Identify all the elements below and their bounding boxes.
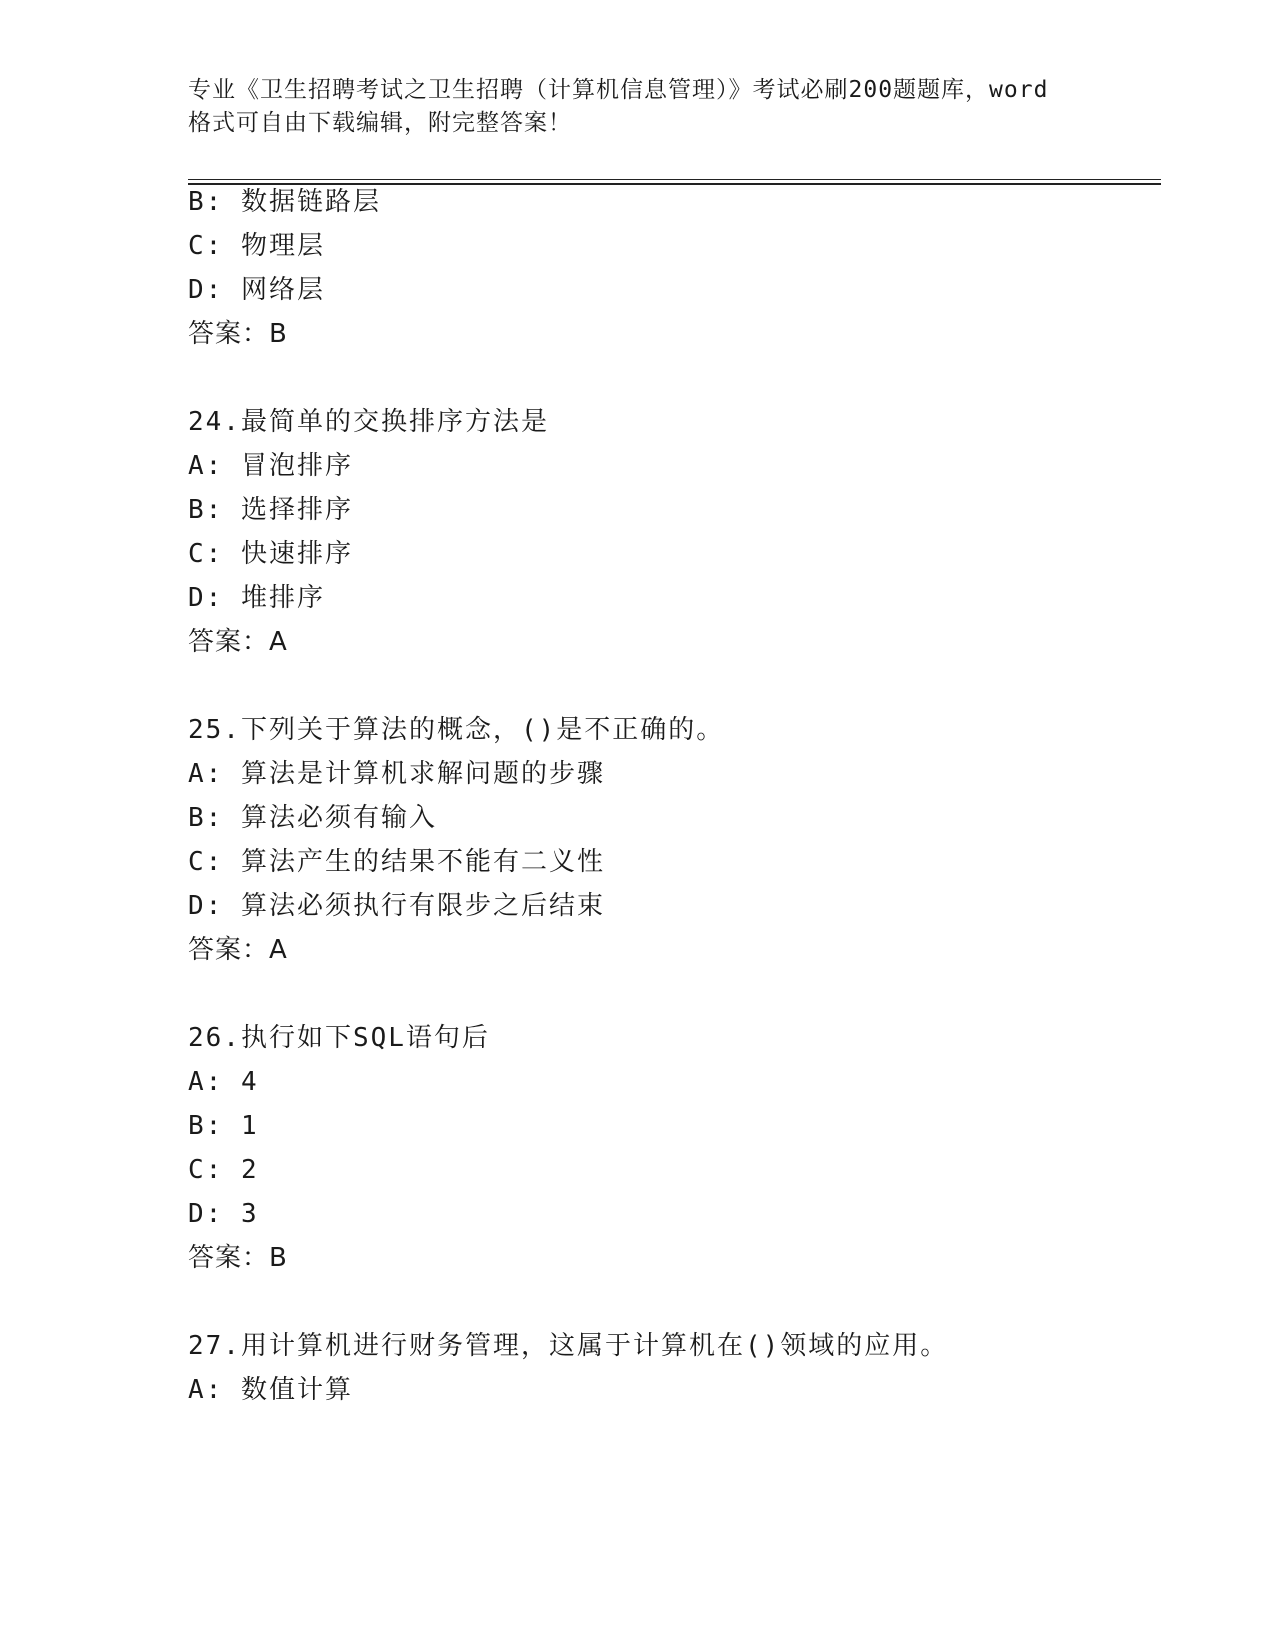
q25-text: 25.下列关于算法的概念，()是不正确的。: [188, 715, 725, 745]
q26-option-c: C: 2: [188, 1155, 259, 1185]
q26-option-d: D: 3: [188, 1199, 259, 1229]
prev-option-d: D: 网络层: [188, 275, 325, 305]
prev-option-c: C: 物理层: [188, 231, 325, 261]
header-line-2: 格式可自由下载编辑，附完整答案！: [188, 110, 572, 136]
q26-answer: 答案：B: [188, 1243, 288, 1273]
q25-option-c: C: 算法产生的结果不能有二义性: [188, 847, 605, 877]
q25-option-a: A: 算法是计算机求解问题的步骤: [188, 759, 605, 789]
q27-option-a: A: 数值计算: [188, 1375, 353, 1405]
q24-answer: 答案：A: [188, 627, 288, 657]
q24-option-c: C: 快速排序: [188, 539, 353, 569]
q24-text: 24.最简单的交换排序方法是: [188, 407, 549, 437]
document-header: [188, 74, 1088, 140]
header-rule-thick: [188, 183, 1161, 185]
prev-option-b: B: 数据链路层: [188, 187, 381, 217]
header-rule-thin: [188, 179, 1161, 180]
q24-option-b: B: 选择排序: [188, 495, 353, 525]
q26-text: 26.执行如下SQL语句后: [188, 1023, 490, 1053]
prev-answer: 答案：B: [188, 319, 288, 349]
q24-option-a: A: 冒泡排序: [188, 451, 353, 481]
q24-option-d: D: 堆排序: [188, 583, 325, 613]
q25-option-b: B: 算法必须有输入: [188, 803, 437, 833]
header-line-1: 专业《卫生招聘考试之卫生招聘（计算机信息管理）》考试必刷200题题库，word: [188, 77, 1049, 103]
q26-option-b: B: 1: [188, 1111, 259, 1141]
q27-text: 27.用计算机进行财务管理，这属于计算机在()领域的应用。: [188, 1331, 949, 1361]
q26-option-a: A: 4: [188, 1067, 259, 1097]
q25-option-d: D: 算法必须执行有限步之后结束: [188, 891, 605, 921]
q25-answer: 答案：A: [188, 935, 288, 965]
